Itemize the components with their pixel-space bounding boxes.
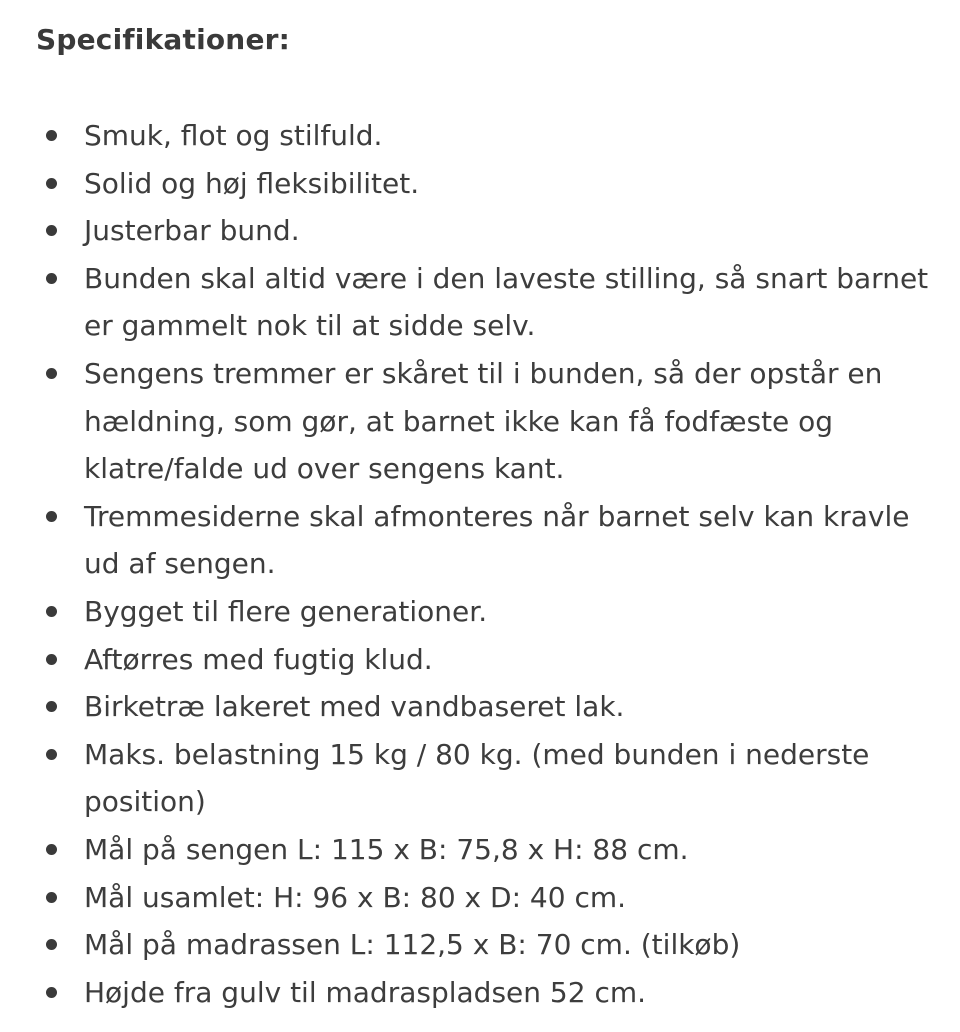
list-item (36, 683, 930, 731)
bullet-icon (46, 749, 57, 760)
list-item-text: Bunden skal altid være i den laveste stilling, så snart barnet er gammelt nok til at sidde selv. (84, 261, 929, 343)
spec-list (36, 112, 930, 1016)
list-item (36, 493, 930, 588)
list-item (36, 255, 930, 350)
bullet-icon (46, 844, 57, 855)
list-item-text: Sengens tremmer er skåret til i bunden, så der opstår en hældning, som gør, at barnet ikke kan få fodfæste og klatre/falde ud over sengens kant. (84, 356, 883, 486)
list-item-text: Maks. belastning 15 kg / 80 kg. (med bunden i nederste position) (84, 737, 870, 819)
list-item (36, 112, 930, 160)
list-item (36, 969, 930, 1017)
bullet-icon (46, 511, 57, 522)
list-item-text: Mål på sengen L: 115 x B: 75,8 x H: 88 cm. (84, 832, 689, 866)
bullet-icon (46, 701, 57, 712)
list-item (36, 350, 930, 493)
list-item-text: Solid og høj fleksibilitet. (84, 166, 420, 200)
list-item (36, 874, 930, 922)
bullet-icon (46, 606, 57, 617)
list-item-text: Justerbar bund. (84, 214, 300, 248)
list-item (36, 921, 930, 969)
list-item (36, 207, 930, 255)
bullet-icon (46, 130, 57, 141)
list-item-text: Højde fra gulv til madraspladsen 52 cm. (84, 975, 647, 1009)
bullet-icon (46, 987, 57, 998)
bullet-icon (46, 654, 57, 665)
spec-heading: Specifikationer: (36, 23, 291, 56)
list-item-text: Aftørres med fugtig klud. (84, 642, 433, 676)
list-item (36, 588, 930, 636)
list-item (36, 160, 930, 208)
bullet-icon (46, 178, 57, 189)
list-item-text: Tremmesiderne skal afmonteres når barnet selv kan kravle ud af sengen. (84, 499, 910, 581)
bullet-icon (46, 225, 57, 236)
list-item-text: Mål usamlet: H: 96 x B: 80 x D: 40 cm. (84, 880, 627, 914)
bullet-icon (46, 273, 57, 284)
bullet-icon (46, 368, 57, 379)
list-item-text: Smuk, flot og stilfuld. (84, 119, 383, 152)
list-item-text: Birketræ lakeret med vandbaseret lak. (84, 690, 625, 724)
bullet-icon (46, 939, 57, 950)
list-item (36, 636, 930, 684)
list-item-text: Bygget til flere generationer. (84, 594, 488, 628)
list-item-text: Mål på madrassen L: 112,5 x B: 70 cm. (tilkøb) (84, 928, 741, 962)
bullet-icon (46, 892, 57, 903)
list-item (36, 731, 930, 826)
list-item (36, 826, 930, 874)
